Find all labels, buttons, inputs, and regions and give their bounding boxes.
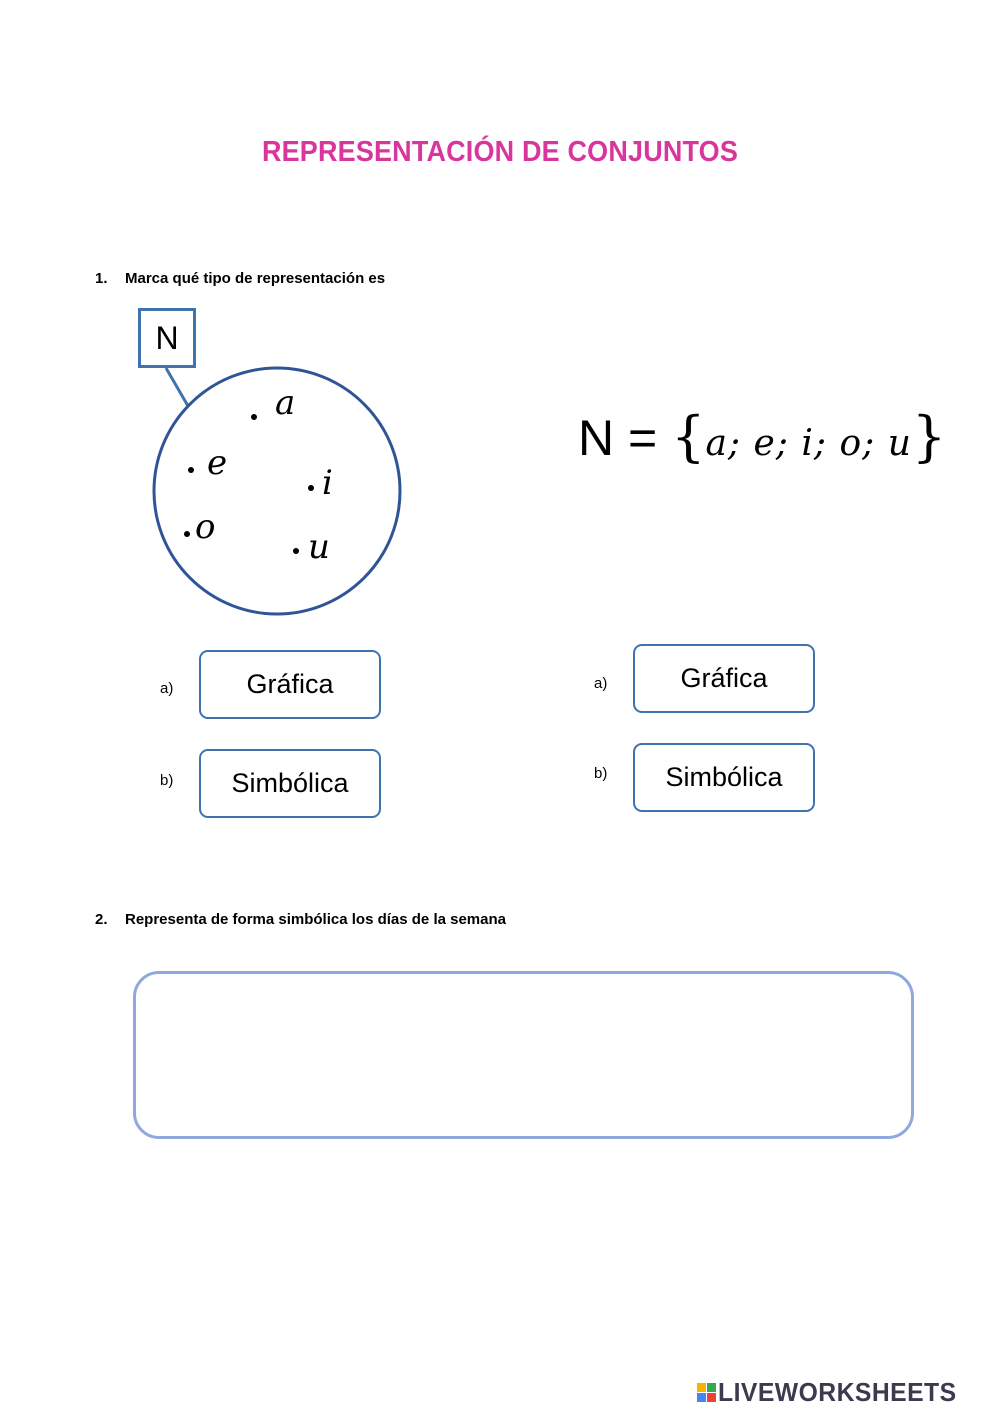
option-grafica-left-button[interactable] [199, 650, 381, 719]
element-dot [293, 548, 299, 554]
option-simbolica-left-button[interactable] [199, 749, 381, 818]
element-o: o [195, 507, 216, 547]
element-dot [308, 485, 314, 491]
option-letter-a-right: a) [594, 675, 608, 692]
option-label: Gráfica [680, 663, 768, 693]
element-dot [188, 467, 194, 473]
symbolic-lhs: N = [578, 410, 658, 466]
option-label: Simbólica [665, 762, 783, 792]
element-dot [184, 531, 190, 537]
close-brace: } [911, 405, 947, 468]
option-label: Gráfica [246, 669, 334, 699]
question-2-number: 2. [95, 911, 108, 928]
liveworksheets-logo-icon [697, 1383, 716, 1402]
element-dot [251, 414, 257, 420]
question-1-number: 1. [95, 270, 108, 287]
element-e: e [207, 443, 228, 483]
question-1-text: Marca qué tipo de representación es [125, 270, 386, 287]
element-u: u [308, 527, 330, 567]
option-simbolica-right-button[interactable] [633, 743, 815, 812]
question-2-text: Representa de forma simbólica los días de la semana [125, 911, 506, 928]
option-letter-b-left: b) [160, 772, 174, 789]
open-brace: { [671, 405, 706, 468]
option-letter-a-left: a) [160, 680, 174, 697]
page-title: REPRESENTACIÓN DE CONJUNTOS [261, 136, 739, 168]
option-grafica-right-button[interactable] [633, 644, 815, 713]
symbolic-elements: a; e; i; o; u [705, 423, 912, 464]
set-name-label [138, 308, 196, 368]
element-i: i [322, 463, 333, 503]
liveworksheets-logo-text: LIVEWORKSHEETS [718, 1376, 957, 1407]
answer-textbox[interactable] [133, 971, 914, 1139]
option-letter-b-right: b) [594, 765, 608, 782]
element-a: a [275, 383, 296, 423]
set-name: N [155, 319, 179, 356]
symbolic-representation [578, 405, 947, 468]
liveworksheets-logo [697, 1377, 969, 1407]
option-label: Simbólica [231, 768, 349, 798]
